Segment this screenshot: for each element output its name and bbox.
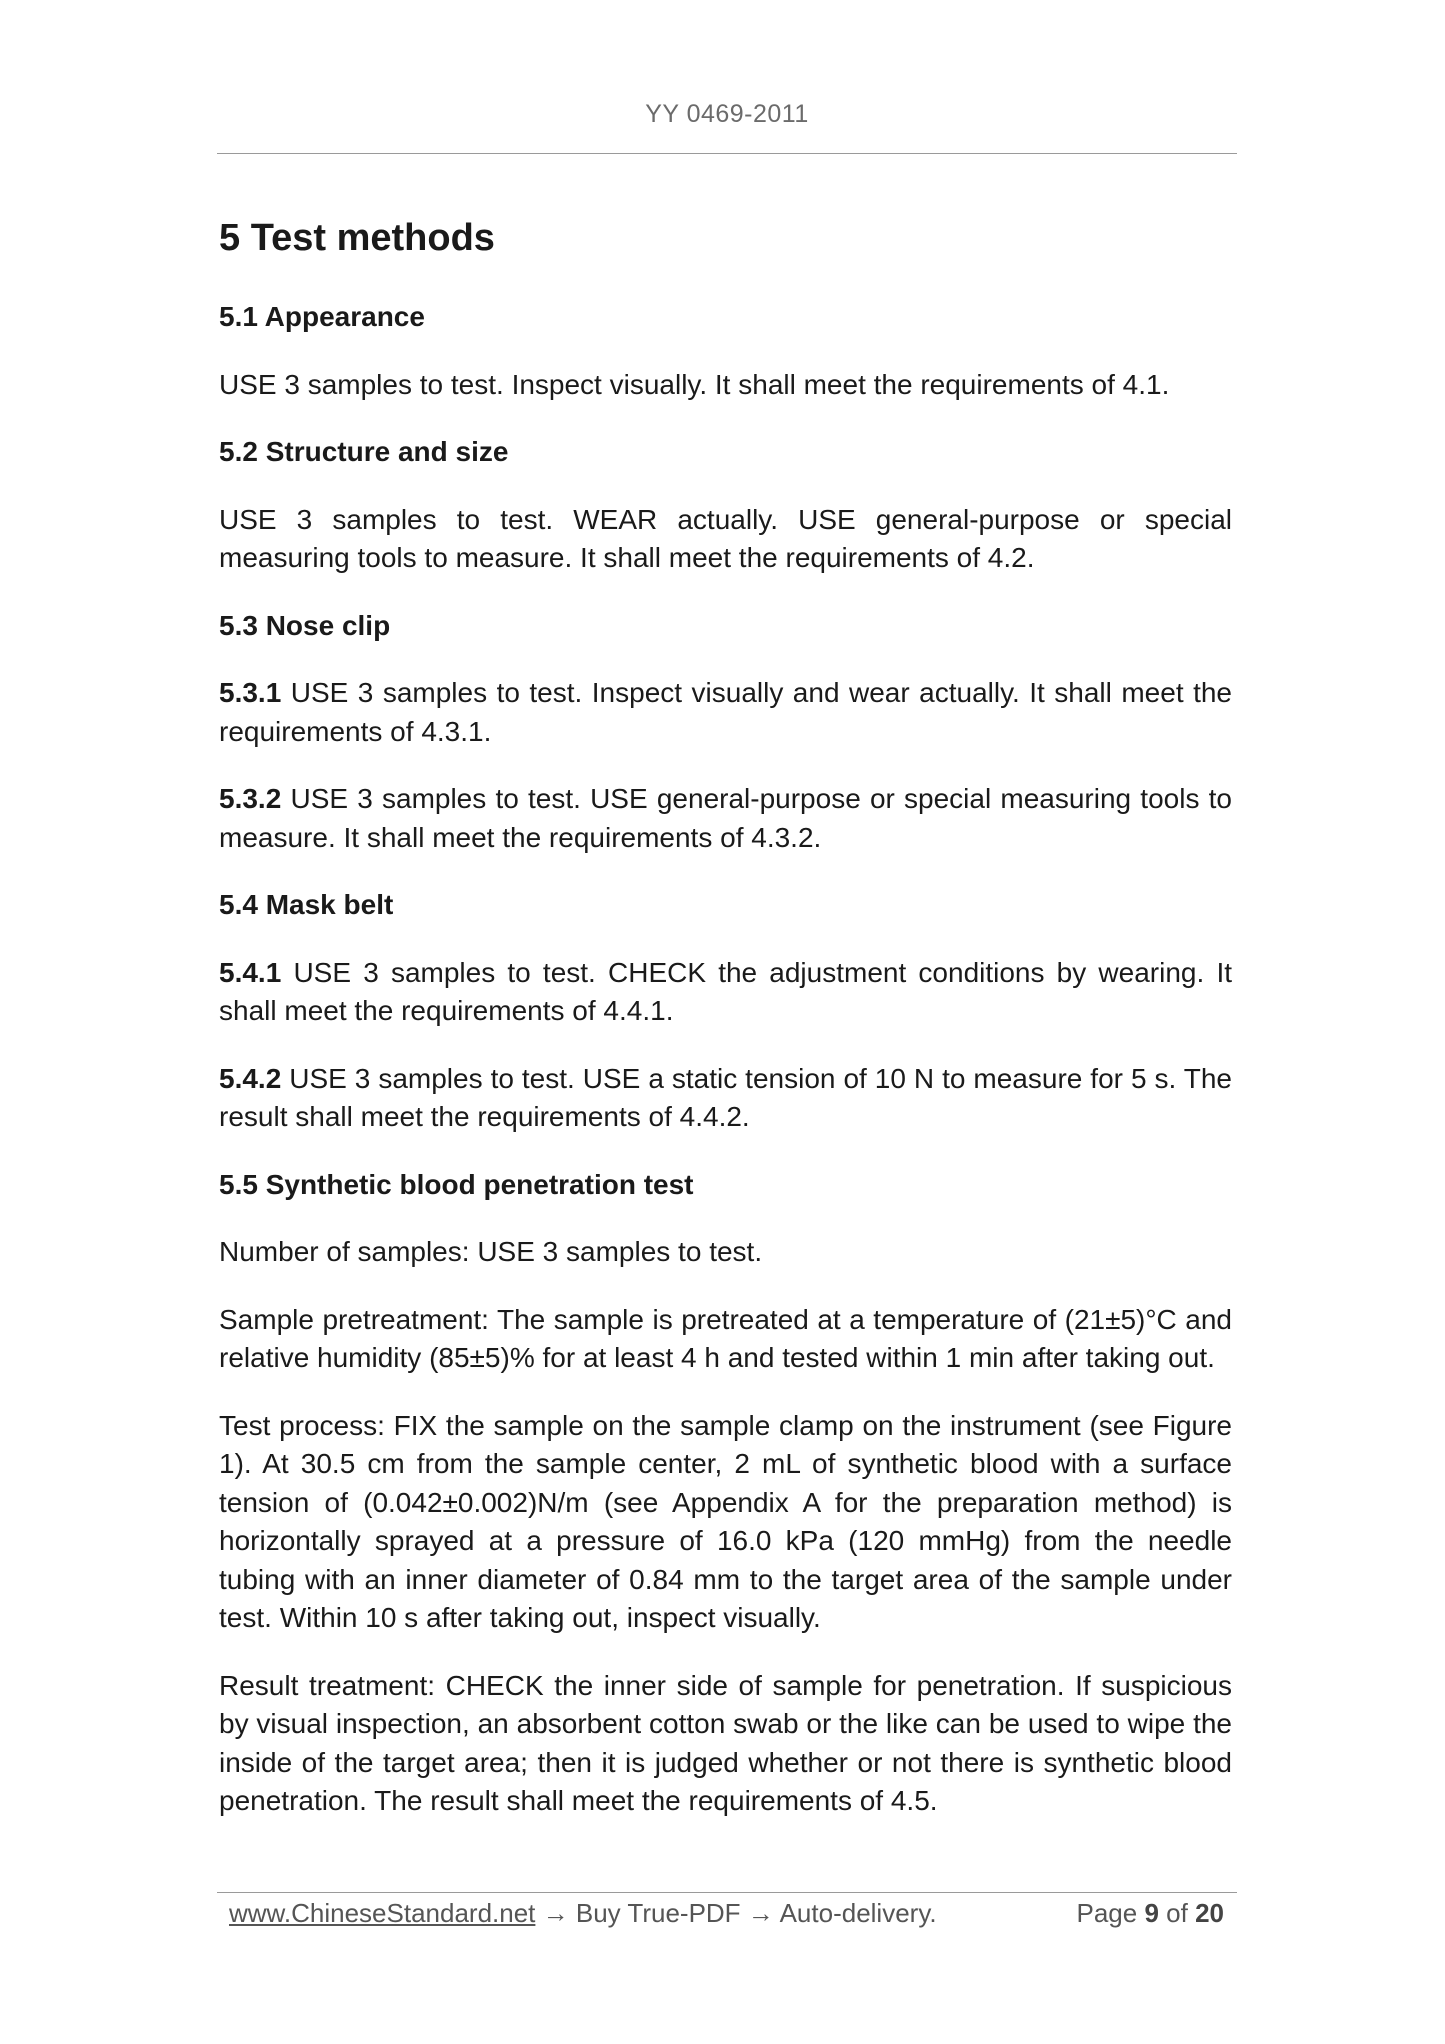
- clause-text-5-4-1: USE 3 samples to test. CHECK the adjustment conditions by wearing. It shall meet the requirements of 4.4.1.: [219, 956, 1232, 1026]
- clause-text-5-3-2: USE 3 samples to test. USE general-purpose or special measuring tools to measure. It shall meet the requirements of 4.3.2.: [219, 783, 1232, 853]
- auto-delivery-text: Auto-delivery.: [779, 1898, 937, 1928]
- header-divider: [217, 153, 1237, 154]
- paragraph-5-1: USE 3 samples to test. Inspect visually. It shall meet the requirements of 4.1.: [219, 368, 1170, 400]
- heading-5-2: 5.2 Structure and size: [219, 436, 509, 467]
- paragraph-5-4-2: [219, 1060, 1232, 1137]
- page-of-label: of: [1166, 1898, 1188, 1928]
- heading-5-3: 5.3 Nose clip: [219, 609, 391, 641]
- document-header: YY 0469-2011: [645, 100, 809, 128]
- buy-pdf-text: Buy True-PDF: [575, 1898, 741, 1928]
- heading-5-5: 5.5 Synthetic blood penetration test: [219, 1168, 694, 1200]
- clause-number-5-3-1: 5.3.1: [219, 677, 282, 708]
- heading-5-1: 5.1 Appearance: [219, 301, 425, 332]
- paragraph-test-process: Test process: FIX the sample on the sample clamp on the instrument (see Figure 1). At 30.5 cm from the sample center, 2 mL of synthetic blood with a surface tension of (0.042±0.002)N/m (see Appendix A for the preparation method) is horizontally sprayed at a pressure of 16.0 kPa (120 mmHg) from the needle tubing with an inner diameter of 0.84 mm to the target area of the sample under test. Within 10 s after taking out, inspect visually.: [219, 1409, 1232, 1633]
- paragraph-pretreatment: Sample pretreatment: The sample is pretreated at a temperature of (21±5)°C and relative humidity (85±5)% for at least 4 h and tested within 1 min after taking out.: [219, 1303, 1232, 1373]
- heading-5-4: 5.4 Mask belt: [219, 889, 394, 920]
- page-number: [1076, 1895, 1224, 1931]
- page-label: Page: [1076, 1898, 1138, 1928]
- clause-text-5-3-1: USE 3 samples to test. Inspect visually and wear actually. It shall meet the requirements of 4.3.1.: [219, 677, 1232, 747]
- page-total: 20: [1195, 1898, 1224, 1928]
- website-link[interactable]: www.ChineseStandard.net: [229, 1898, 536, 1928]
- paragraph-5-4-1: [219, 954, 1232, 1031]
- section-title: 5 Test methods: [219, 217, 495, 259]
- paragraph-5-2: USE 3 samples to test. WEAR actually. USE general-purpose or special measuring tools to measure. It shall meet the requirements of 4.2.: [219, 503, 1232, 573]
- page-current: 9: [1144, 1898, 1159, 1928]
- clause-number-5-4-2: 5.4.2: [219, 1062, 282, 1094]
- footer-divider: [217, 1892, 1237, 1893]
- arrow-right-icon: →: [740, 1898, 780, 1928]
- paragraph-result-treatment: Result treatment: CHECK the inner side of sample for penetration. If suspicious by visual inspection, an absorbent cotton swab or the like can be used to wipe the inside of the target area; then it is judged whether or not there is synthetic blood penetration. The result shall meet the requirements of 4.5.: [219, 1669, 1232, 1816]
- document-body: [219, 208, 1232, 1850]
- clause-text-5-4-2: USE 3 samples to test. USE a static tension of 10 N to measure for 5 s. The result shall meet the requirements of 4.4.2.: [219, 1062, 1232, 1132]
- paragraph-5-3-2: [219, 780, 1232, 857]
- footer-promo: [229, 1895, 937, 1931]
- paragraph-samples: Number of samples: USE 3 samples to test.: [219, 1236, 763, 1267]
- arrow-right-icon: →: [535, 1898, 576, 1928]
- clause-number-5-3-2: 5.3.2: [219, 783, 282, 814]
- clause-number-5-4-1: 5.4.1: [219, 956, 282, 988]
- paragraph-5-3-1: [219, 674, 1232, 751]
